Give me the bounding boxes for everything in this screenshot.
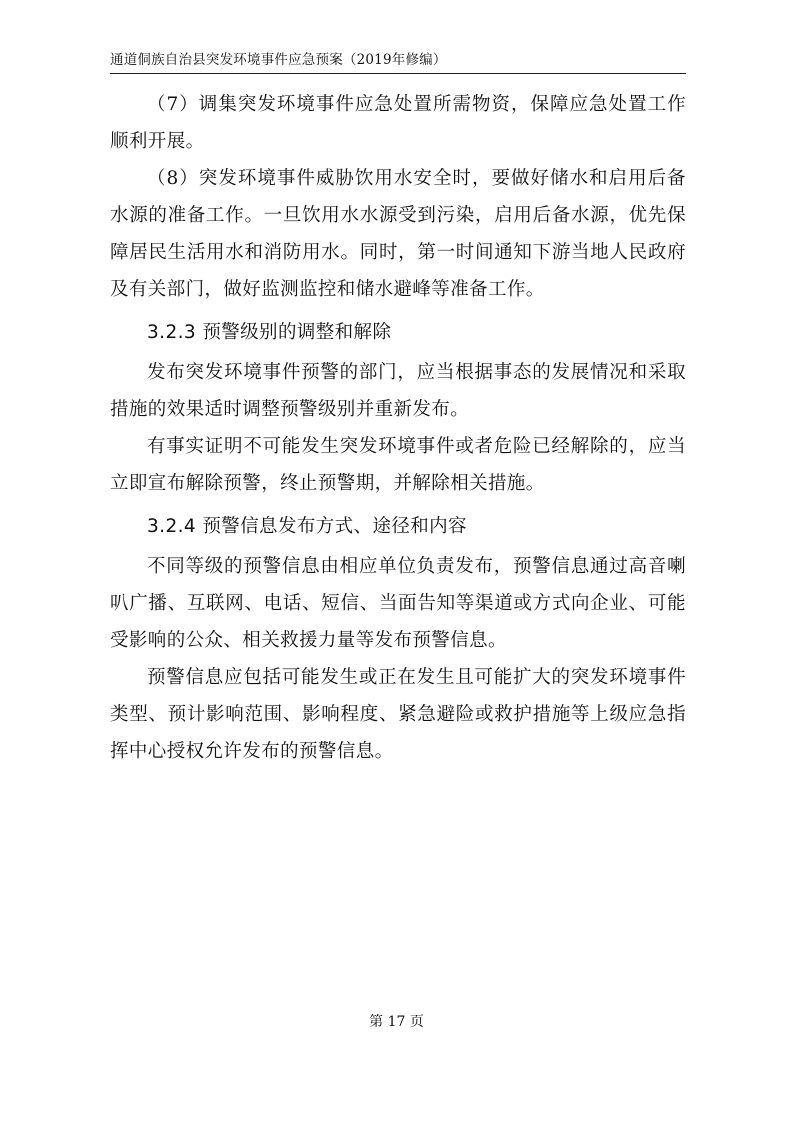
page-number: 第 17 页 [369, 1014, 424, 1030]
section-heading-3-2-4: 3.2.4 预警信息发布方式、途径和内容 [147, 516, 467, 537]
document-body [110, 86, 686, 770]
page-header [110, 50, 686, 74]
paragraph-item-8: （8）突发环境事件威胁饮用水安全时，要做好储水和启用后备水源的准备工作。一旦饮用水水源受到污染，启用后备水源，优先保障居民生活用水和消防用水。同时，第一时间通知下游当地人民政府及有关部门，做好监测监控和储水避峰等准备工作。 [110, 168, 686, 300]
paragraph-item-7: （7）调集突发环境事件应急处置所需物资，保障应急处置工作顺利开展。 [110, 94, 686, 152]
header-title: 通道侗族自治县突发环境事件应急预案（2019年修编） [110, 52, 447, 68]
paragraph-adjust-warning: 发布突发环境事件预警的部门，应当根据事态的发展情况和采取措施的效果适时调整预警级别并重新发布。 [110, 362, 686, 420]
page-footer [0, 1012, 793, 1032]
section-heading-3-2-3: 3.2.3 预警级别的调整和解除 [147, 322, 392, 343]
paragraph-warning-content: 预警信息应包括可能发生或正在发生且可能扩大的突发环境事件类型、预计影响范围、影响程度、紧急避险或救护措施等上级应急指挥中心授权允许发布的预警信息。 [110, 667, 686, 762]
paragraph-lift-warning: 有事实证明不可能发生突发环境事件或者危险已经解除的，应当立即宣布解除预警，终止预警期，并解除相关措施。 [110, 436, 686, 494]
paragraph-release-channels: 不同等级的预警信息由相应单位负责发布，预警信息通过高音喇叭广播、互联网、电话、短信、当面告知等渠道或方式向企业、可能受影响的公众、相关救援力量等发布预警信息。 [110, 556, 686, 651]
